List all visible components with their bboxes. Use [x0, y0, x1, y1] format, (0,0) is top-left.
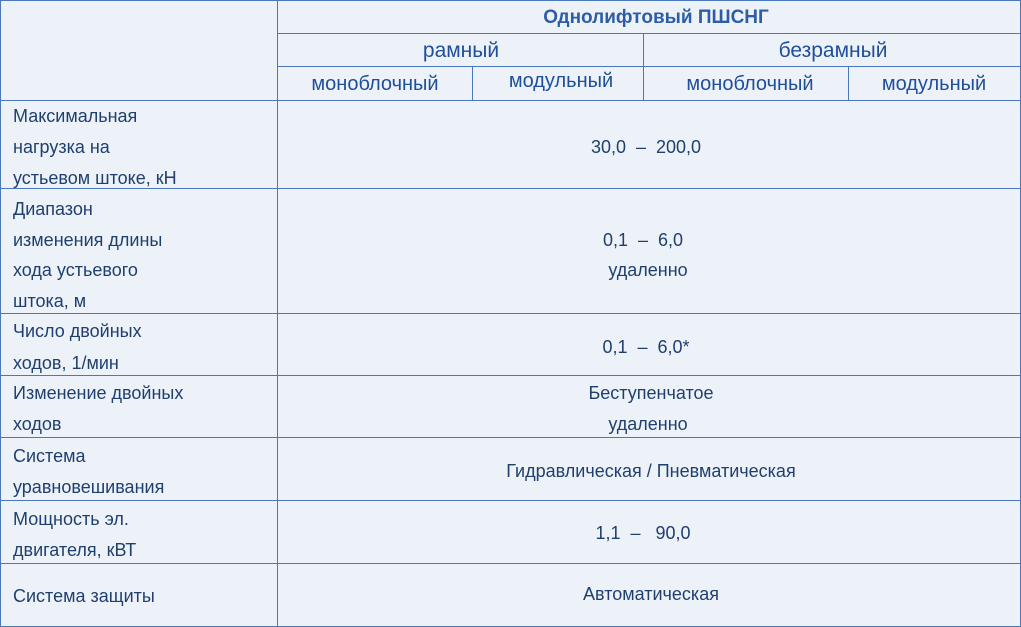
grid-line	[0, 313, 1021, 314]
row-label: ходов	[13, 414, 62, 434]
grid-line	[0, 375, 1021, 376]
row-label: устьевом штоке, кН	[13, 168, 177, 188]
row-value: 1,1 – 90,0	[595, 523, 691, 543]
subheader-modular: модульный	[508, 70, 614, 92]
grid-line	[277, 66, 1021, 67]
grid-line	[0, 500, 1021, 501]
group-header-frameless: безрамный	[778, 39, 888, 62]
row-value: 30,0 – 200,0	[590, 137, 702, 157]
grid-line	[0, 0, 1021, 1]
row-label: Максимальная	[13, 106, 138, 126]
row-value: 0,1 – 6,0*	[602, 337, 690, 357]
row-label: Число двойных	[13, 321, 142, 341]
row-value: Автоматическая	[583, 584, 719, 604]
row-value: удаленно	[608, 414, 688, 434]
row-value: 0,1 – 6,0	[602, 230, 684, 250]
subheader-modular: модульный	[881, 73, 987, 95]
row-value: Гидравлическая / Пневматическая	[506, 461, 796, 481]
grid-line	[848, 66, 849, 100]
grid-line	[0, 100, 1021, 101]
grid-line	[0, 437, 1021, 438]
grid-line	[643, 33, 644, 100]
row-label: хода устьевого	[13, 260, 138, 280]
row-label: Мощность эл.	[13, 509, 129, 529]
row-label: изменения длины	[13, 230, 163, 250]
row-value: Беступенчатое	[588, 383, 714, 403]
group-header-frame: рамный	[422, 39, 500, 62]
subheader-monoblock: моноблочный	[311, 73, 439, 95]
row-label: двигателя, кВТ	[13, 540, 137, 560]
grid-line	[0, 0, 1, 627]
grid-line	[0, 563, 1021, 564]
row-label: штока, м	[13, 291, 87, 311]
row-label: уравновешивания	[13, 477, 165, 497]
grid-line	[472, 66, 473, 100]
row-label: Система	[13, 446, 86, 466]
row-label: Изменение двойных	[13, 383, 184, 403]
table-title: Однолифтовый ПШСНГ	[543, 7, 769, 28]
grid-line	[0, 188, 1021, 189]
row-label: Система защиты	[13, 586, 155, 606]
row-value: удаленно	[608, 260, 688, 280]
row-label: ходов, 1/мин	[13, 353, 119, 373]
grid-line	[277, 33, 1021, 34]
subheader-monoblock: моноблочный	[686, 73, 814, 95]
grid-line	[277, 0, 278, 627]
row-label: Диапазон	[13, 199, 93, 219]
row-label: нагрузка на	[13, 137, 110, 157]
